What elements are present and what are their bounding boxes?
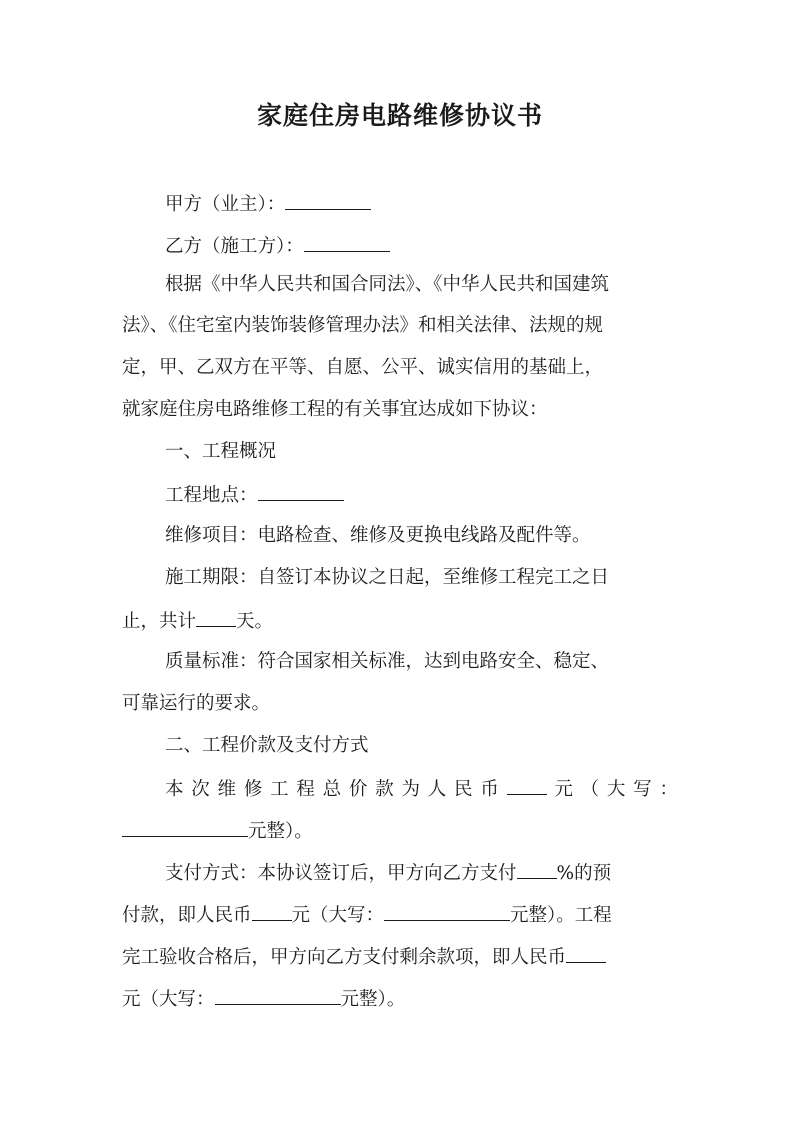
party-a-blank — [285, 191, 371, 210]
payment-line4-suffix: 元整）。 — [340, 989, 406, 1010]
total-price-line-2 — [122, 818, 313, 844]
quality-line-2: 可靠运行的要求。 — [122, 693, 271, 714]
section-2-heading: 二、工程价款及支付方式 — [165, 735, 369, 756]
total-line2-suffix: 元整）。 — [248, 821, 313, 842]
party-a-label: 甲方（业主）： — [165, 194, 286, 215]
period-suffix: 天。 — [236, 611, 274, 632]
preamble-line-1: 根据《中华人民共和国合同法》、《中华人民共和国建筑 — [165, 274, 610, 295]
payment-line-3 — [122, 944, 606, 970]
quality-line-1: 质量标准：符合国家相关标准，达到电路安全、稳定、 — [165, 651, 610, 672]
payment-line4-prefix: 元（大写： — [122, 989, 215, 1010]
payment-prefix: 支付方式：本协议签订后，甲方向乙方支付 — [165, 863, 517, 884]
document-title: 家庭住房电路维修协议书 — [256, 101, 543, 130]
deposit-uppercase-blank — [384, 902, 510, 921]
location-line — [165, 482, 344, 508]
period-prefix: 止，共计 — [122, 611, 197, 632]
period-line-1: 施工期限：自签订本协议之日起，至维修工程完工之日 — [165, 567, 610, 588]
total-prefix: 本次维修工程总价款为人民币 — [165, 779, 507, 800]
preamble-line-4: 就家庭住房电路维修工程的有关事宜达成如下协议： — [122, 399, 548, 420]
preamble-line-3: 定，甲、乙双方在平等、自愿、公平、诚实信用的基础上， — [122, 357, 604, 378]
total-price-line-1 — [165, 776, 678, 802]
payment-line3-text: 完工验收合格后，甲方向乙方支付剩余款项，即人民币 — [122, 947, 567, 968]
preamble-line-2: 法》、《住宅室内装饰装修管理办法》和相关法律、法规的规 — [122, 315, 604, 336]
location-label: 工程地点： — [165, 485, 258, 506]
repair-items-line: 维修项目：电路检查、维修及更换电线路及配件等。 — [165, 525, 591, 546]
balance-uppercase-blank — [215, 986, 341, 1005]
party-a-line — [165, 191, 371, 217]
payment-line-4 — [122, 986, 405, 1012]
section-1-heading: 一、工程概况 — [165, 441, 277, 462]
total-uppercase-blank — [122, 818, 248, 837]
payment-line2-mid: 元（大写： — [291, 905, 385, 926]
deposit-amount-blank — [252, 902, 292, 921]
party-b-line — [165, 233, 390, 259]
party-b-label: 乙方（施工方）： — [165, 236, 304, 257]
payment-line2-prefix: 付款，即人民币 — [122, 905, 252, 926]
total-amount-blank — [507, 776, 547, 795]
period-line-2 — [122, 608, 273, 634]
days-blank — [196, 608, 236, 627]
total-suffix: 元（大写： — [546, 779, 678, 800]
payment-line-2 — [122, 902, 612, 928]
location-blank — [258, 482, 344, 501]
percent-blank — [517, 860, 557, 879]
payment-line2-suffix: 元整）。工程 — [510, 905, 612, 926]
payment-line-1 — [165, 860, 611, 886]
party-b-blank — [304, 233, 390, 252]
balance-amount-blank — [566, 944, 606, 963]
payment-suffix: %的预 — [556, 863, 612, 884]
